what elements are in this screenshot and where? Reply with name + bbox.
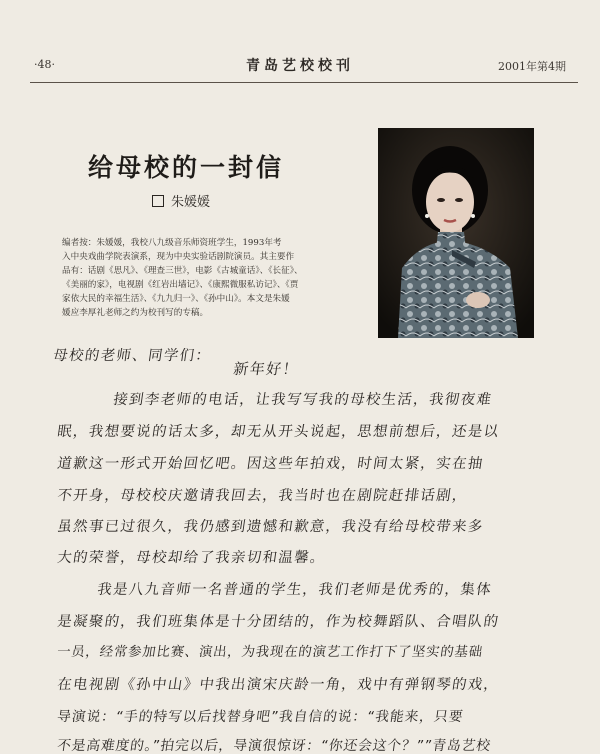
- letter-greeting: 母校的老师、同学们：: [52, 348, 213, 364]
- editor-note-line: 入中央戏曲学院表演系，现为中央实验话剧院演员。其主要作: [62, 252, 295, 262]
- issue-label: 2001年第4期: [498, 60, 566, 73]
- editor-note-line: 媛应李厚礼老师之约为校刊写的专稿。: [62, 308, 209, 318]
- letter-line: 大的荣誉，母校却给了我亲切和温馨。: [56, 550, 327, 566]
- author-name: 朱媛媛: [171, 195, 211, 210]
- article-title: 给母校的一封信: [88, 153, 285, 182]
- letter-line: 眠，我想要说的话太多，却无从开头说起，思想前想后，还是以: [56, 424, 501, 440]
- editor-note-line: 品有：话剧《思凡》、《理查三世》，电影《古城童话》、《长征》、: [62, 266, 303, 276]
- letter-line: 虽然事已过很久，我仍感到遗憾和歉意，我没有给母校带来多: [56, 519, 485, 535]
- letter-line: 在电视剧《孙中山》中我出演宋庆龄一角，戏中有弹钢琴的戏，: [56, 677, 501, 693]
- letter-line: 道歉这一形式开始回忆吧。因这些年拍戏，时间太紧，实在抽: [56, 456, 485, 472]
- letter-line: 导演说：“手的特写以后找替身吧”我自信的说：“我能来，只要: [56, 709, 465, 725]
- letter-line: 我是八九音师一名普通的学生，我们老师是优秀的，集体: [96, 582, 494, 598]
- page-number: ·48·: [34, 58, 55, 71]
- letter-line: 是凝聚的，我们班集体是十分团结的，作为校舞蹈队、合唱队的: [56, 614, 501, 630]
- editor-note-line: 家依大民的幸福生活》、《九九归一》、《孙中山》。本文是朱媛: [62, 294, 290, 304]
- letter-line: 接到李老师的电话，让我写写我的母校生活，我彻夜难: [112, 392, 494, 408]
- letter-line: 不开身，母校校庆邀请我回去，我当时也在剧院赶排话剧，: [56, 488, 469, 504]
- editor-note-line: 编者按：朱媛媛，我校八九级音乐师资班学生，1993年考: [62, 238, 282, 248]
- journal-name: 青岛艺校校刊: [246, 58, 354, 74]
- letter-new-year: 新年好！: [232, 360, 301, 378]
- letter-line: 一员，经常参加比赛、演出，为我现在的演艺工作打下了坚实的基础: [56, 645, 484, 660]
- letter-line: 不是高难度的。”拍完以后，导演很惊讶：“你还会这个？””青岛艺校: [56, 738, 492, 754]
- editor-note-line: 《美丽的家》，电视剧《红岩出墙记》、《康熙微服私访记》、《贾: [62, 280, 299, 290]
